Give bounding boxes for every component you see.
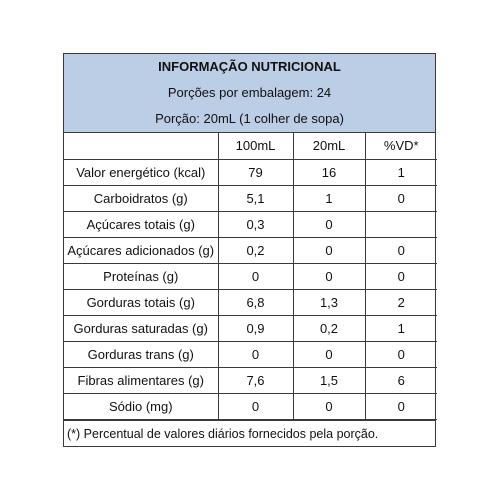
- value-100ml: 0,2: [218, 237, 293, 263]
- table-row: [64, 393, 437, 419]
- nutrient-name: Fibras alimentares (g): [64, 367, 218, 393]
- column-header-vd: %VD*: [365, 133, 437, 159]
- value-vd: 0: [365, 341, 437, 367]
- nutrient-name: Proteínas (g): [64, 263, 218, 289]
- value-vd: 0: [365, 185, 437, 211]
- value-20ml: 0: [293, 263, 365, 289]
- value-100ml: 6,8: [218, 289, 293, 315]
- portion-size: Porção: 20mL (1 colher de sopa): [155, 111, 344, 126]
- value-20ml: 1,5: [293, 367, 365, 393]
- value-vd: [365, 211, 437, 237]
- nutrient-name: Valor energético (kcal): [64, 159, 218, 185]
- value-vd: 1: [365, 159, 437, 185]
- nutrient-name: Carboidratos (g): [64, 185, 218, 211]
- nutrient-name: Gorduras totais (g): [64, 289, 218, 315]
- table-row: [64, 367, 437, 393]
- value-20ml: 0,2: [293, 315, 365, 341]
- table-row: [64, 211, 437, 237]
- footnote: (*) Percentual de valores diários fornecidos pela porção.: [64, 420, 435, 449]
- value-vd: 6: [365, 367, 437, 393]
- value-20ml: 0: [293, 237, 365, 263]
- value-20ml: 1,3: [293, 289, 365, 315]
- column-header-100ml: 100mL: [218, 133, 293, 159]
- nutrition-header: [64, 54, 435, 133]
- table-row: [64, 289, 437, 315]
- table-row: [64, 263, 437, 289]
- nutrient-name: Açúcares adicionados (g): [64, 237, 218, 263]
- value-100ml: 0: [218, 393, 293, 419]
- table-row: [64, 185, 437, 211]
- value-vd: 2: [365, 289, 437, 315]
- label-title: INFORMAÇÃO NUTRICIONAL: [158, 59, 341, 74]
- column-header-20ml: 20mL: [293, 133, 365, 159]
- value-100ml: 0,9: [218, 315, 293, 341]
- value-100ml: 7,6: [218, 367, 293, 393]
- value-vd: 1: [365, 315, 437, 341]
- nutrient-name: Gorduras saturadas (g): [64, 315, 218, 341]
- value-vd: 0: [365, 237, 437, 263]
- value-100ml: 0,3: [218, 211, 293, 237]
- value-20ml: 16: [293, 159, 365, 185]
- table-row: [64, 315, 437, 341]
- table-row: [64, 159, 437, 185]
- value-100ml: 5,1: [218, 185, 293, 211]
- table-row: [64, 341, 437, 367]
- value-100ml: 0: [218, 341, 293, 367]
- value-20ml: 0: [293, 211, 365, 237]
- column-header-nutrient: [64, 133, 218, 159]
- table-row: [64, 237, 437, 263]
- nutrient-name: Açúcares totais (g): [64, 211, 218, 237]
- nutrient-name: Gorduras trans (g): [64, 341, 218, 367]
- value-20ml: 0: [293, 393, 365, 419]
- column-header-row: [64, 133, 437, 159]
- value-vd: 0: [365, 393, 437, 419]
- nutrition-facts-label: [63, 53, 436, 447]
- nutrition-table: [64, 133, 437, 420]
- value-20ml: 1: [293, 185, 365, 211]
- value-vd: 0: [365, 263, 437, 289]
- portions-per-package: Porções por embalagem: 24: [167, 85, 332, 100]
- value-20ml: 0: [293, 341, 365, 367]
- value-100ml: 79: [218, 159, 293, 185]
- nutrient-name: Sódio (mg): [64, 393, 218, 419]
- value-100ml: 0: [218, 263, 293, 289]
